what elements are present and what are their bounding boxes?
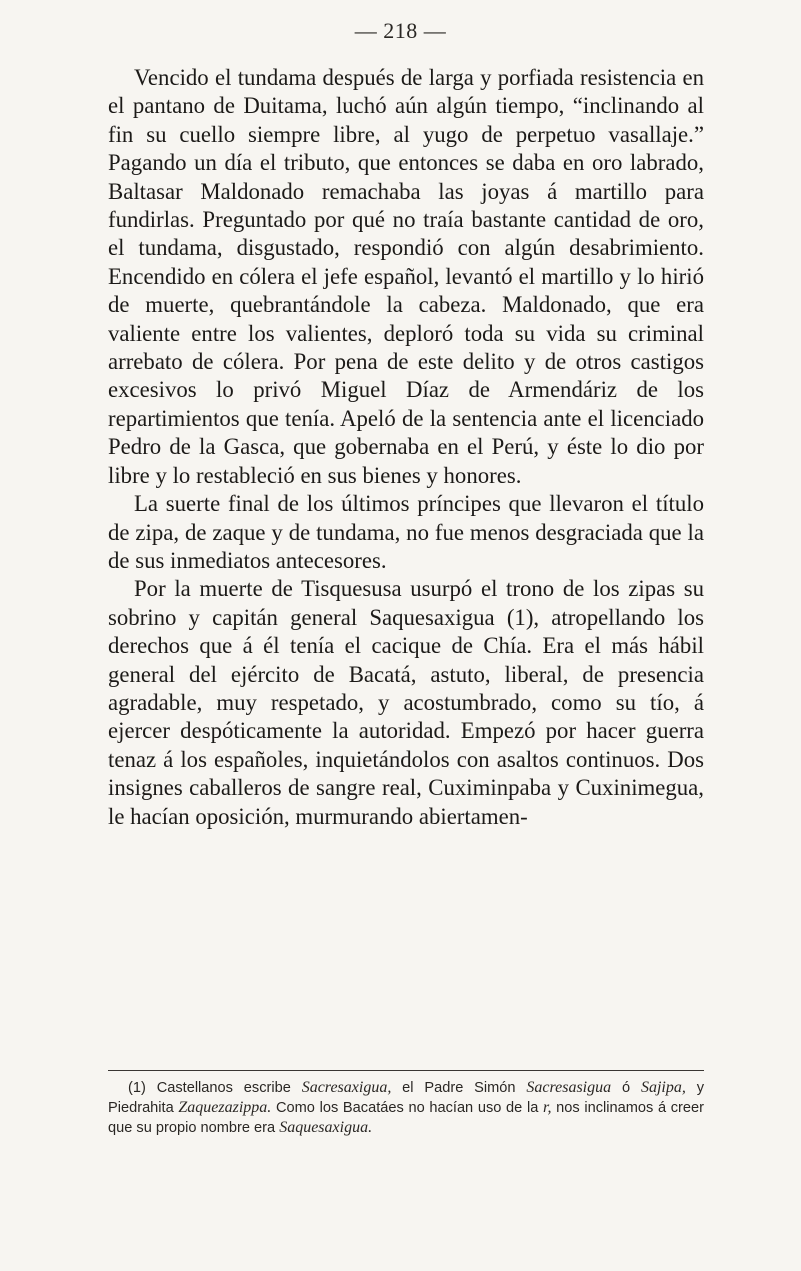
footnote-name-simon: Sacresasigua xyxy=(526,1079,612,1096)
paragraph-1: Vencido el tundama después de larga y porfiada resistencia en el pantano de Duitama, luchó aún algún tiempo, “inclinando al fin su cuello siempre libre, al yugo de perpetuo vasallaje.” Pagando un día el tributo, que entonces se daba en oro labrado, Baltasar Maldonado remachaba las joyas á martillo para fundirlas. Preguntado por qué no traía bastante cantidad de oro, el tundama, disgustado, respondió con algún desabrimiento. Encendido en cólera el jefe español, levantó el martillo y lo hirió de muerte, quebrantándole la cabeza. Maldonado, que era valiente entre los valientes, deploró toda su vida su criminal arrebato de cólera. Por pena de este delito y de otros castigos excesivos lo privó Miguel Díaz de Armendáriz de los repartimientos que tenía. Apeló de la sentencia ante el licenciado Pedro de la Gasca, que gobernaba en el Perú, y éste lo dio por libre y lo restableció en sus bienes y honores. xyxy=(108,65,704,488)
footnote-paragraph xyxy=(108,1078,704,1138)
footnote-name-saquesaxigua: Saquesaxigua. xyxy=(279,1119,373,1136)
paragraph-2: La suerte final de los últimos príncipes que llevaron el título de zipa, de zaque y de tundama, no fue menos desgraciada que la de sus inmediatos antecesores. xyxy=(108,491,704,573)
footnote-text: ó xyxy=(611,1080,641,1096)
main-text xyxy=(108,64,704,831)
footnote-text: Como los Bacatáes no hacían uso de la xyxy=(271,1100,544,1116)
footnote-text: y Piedrahita xyxy=(108,1080,704,1116)
footnote-text: el Padre Simón xyxy=(391,1080,527,1096)
footnote xyxy=(108,1078,704,1138)
footnote-marker: (1) xyxy=(128,1080,146,1096)
paragraph-3: Por la muerte de Tisquesusa usurpó el trono de los zipas su sobrino y capitán general Saquesaxigua (1), atropellando los derechos que á él tenía el cacique de Chía. Era el más hábil general del ejército de Bacatá, astuto, liberal, de presencia agradable, muy respetado, y acostumbrado, como su tío, á ejercer despóticamente la autoridad. Empezó por hacer guerra tenaz á los españoles, inquietándolos con asaltos continuos. Dos insignes caballeros de sangre real, Cuximinpaba y Cuxinimegua, le hacían oposición, murmurando abiertamen- xyxy=(108,576,704,829)
footnote-name-sajipa: Sajipa, xyxy=(640,1079,686,1096)
footnote-letter-r: r, xyxy=(543,1099,552,1116)
footnote-text: nos inclinamos á creer que su propio nombre era xyxy=(108,1100,705,1136)
footnote-name-castellanos: Sacresaxigua, xyxy=(301,1079,392,1096)
footnote-divider xyxy=(108,1070,704,1071)
page-number: — 218 — xyxy=(354,18,447,43)
footnote-name-piedrahita: Zaquezazippa. xyxy=(178,1099,272,1116)
footnote-text: Castellanos escribe xyxy=(145,1080,302,1096)
